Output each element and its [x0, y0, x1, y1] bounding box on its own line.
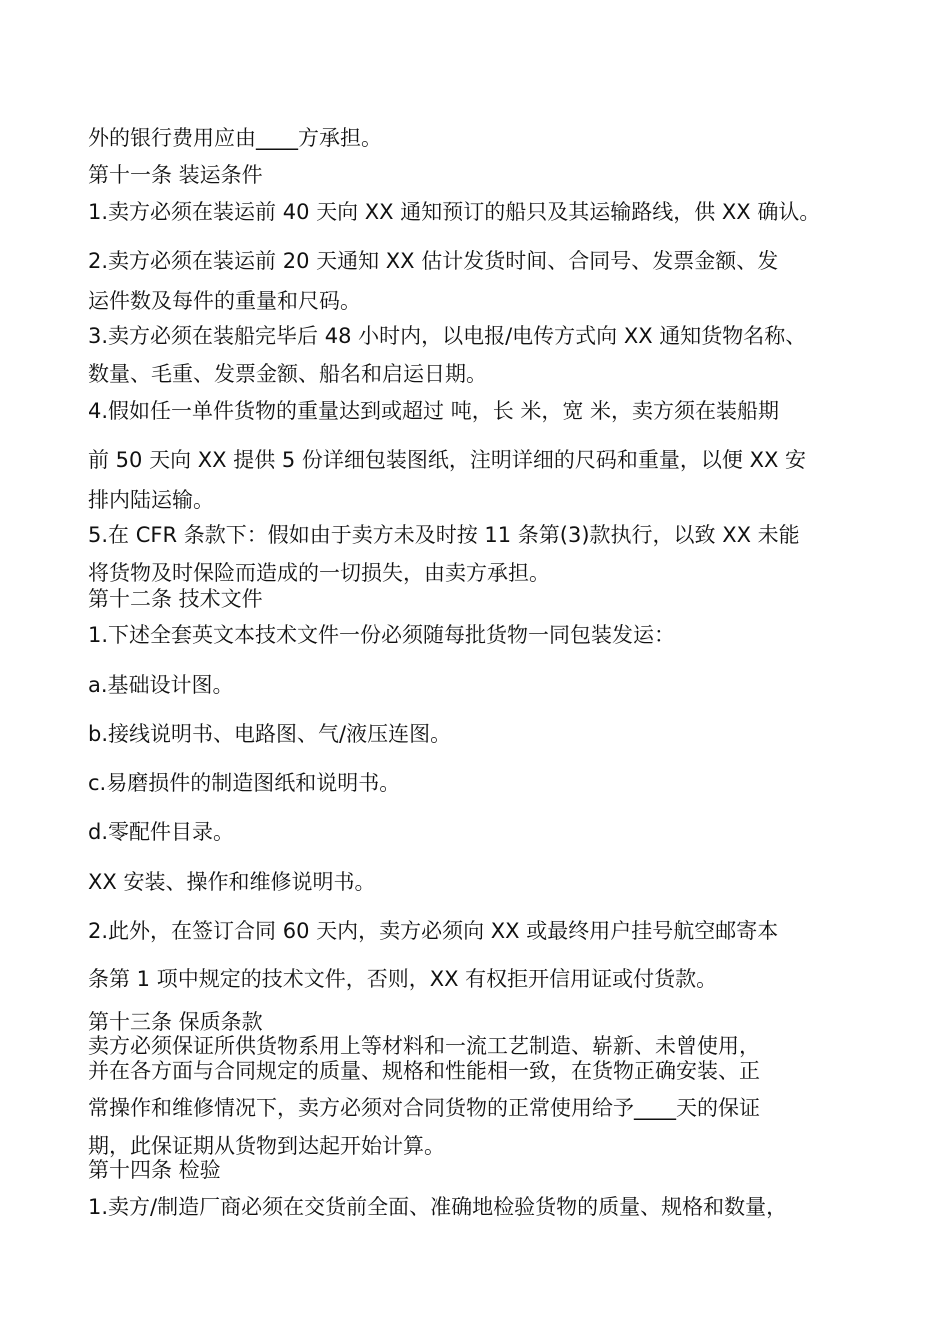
- list-item: a.基础设计图。: [88, 673, 234, 697]
- text-line: 1.卖方/制造厂商必须在交货前全面、准确地检验货物的质量、规格和数量，: [88, 1195, 788, 1219]
- text-line: 条第 1 项中规定的技术文件，否则，XX 有权拒开信用证或付货款。: [88, 967, 718, 991]
- text-line: 常操作和维修情况下，卖方必须对合同货物的正常使用给予____天的保证: [88, 1096, 760, 1120]
- list-item: c.易磨损件的制造图纸和说明书。: [88, 771, 401, 795]
- text-line: 外的银行费用应由____方承担。: [88, 126, 382, 150]
- text-line: 并在各方面与合同规定的质量、规格和性能相一致，在货物正确安装、正: [88, 1059, 760, 1083]
- list-item: XX 安装、操作和维修说明书。: [88, 870, 376, 894]
- text-line: 4.假如任一单件货物的重量达到或超过 吨，长 米，宽 米，卖方须在装船期: [88, 399, 780, 423]
- text-line: 2.卖方必须在装运前 20 天通知 XX 估计发货时间、合同号、发票金额、发: [88, 249, 779, 273]
- text-line: 5.在 CFR 条款下：假如由于卖方未及时按 11 条第(3)款执行，以致 XX 未能: [88, 523, 800, 547]
- text-line: 1.卖方必须在装运前 40 天向 XX 通知预订的船只及其运输路线，供 XX 确认。: [88, 200, 821, 224]
- text-line: 前 50 天向 XX 提供 5 份详细包装图纸，注明详细的尺码和重量，以便 XX 安: [88, 448, 807, 472]
- text-line: 运件数及每件的重量和尺码。: [88, 289, 361, 313]
- text-line: 数量、毛重、发票金额、船名和启运日期。: [88, 362, 487, 386]
- text-line: 卖方必须保证所供货物系用上等材料和一流工艺制造、崭新、未曾使用，: [88, 1034, 760, 1058]
- section-heading: 第十一条 装运条件: [88, 163, 263, 187]
- text-line: 3.卖方必须在装船完毕后 48 小时内，以电报/电传方式向 XX 通知货物名称、: [88, 324, 807, 348]
- text-line: 1.下述全套英文本技术文件一份必须随每批货物一同包装发运：: [88, 623, 676, 647]
- text-line: 排内陆运输。: [88, 488, 214, 512]
- text-line: 将货物及时保险而造成的一切损失，由卖方承担。: [88, 561, 550, 585]
- text-line: 期，此保证期从货物到达起开始计算。: [88, 1134, 445, 1158]
- section-heading: 第十三条 保质条款: [88, 1010, 263, 1034]
- list-item: d.零配件目录。: [88, 820, 235, 844]
- section-heading: 第十二条 技术文件: [88, 587, 263, 611]
- list-item: b.接线说明书、电路图、气/液压连图。: [88, 722, 452, 746]
- section-heading: 第十四条 检验: [88, 1158, 221, 1182]
- text-line: 2.此外，在签订合同 60 天内，卖方必须向 XX 或最终用户挂号航空邮寄本: [88, 919, 779, 943]
